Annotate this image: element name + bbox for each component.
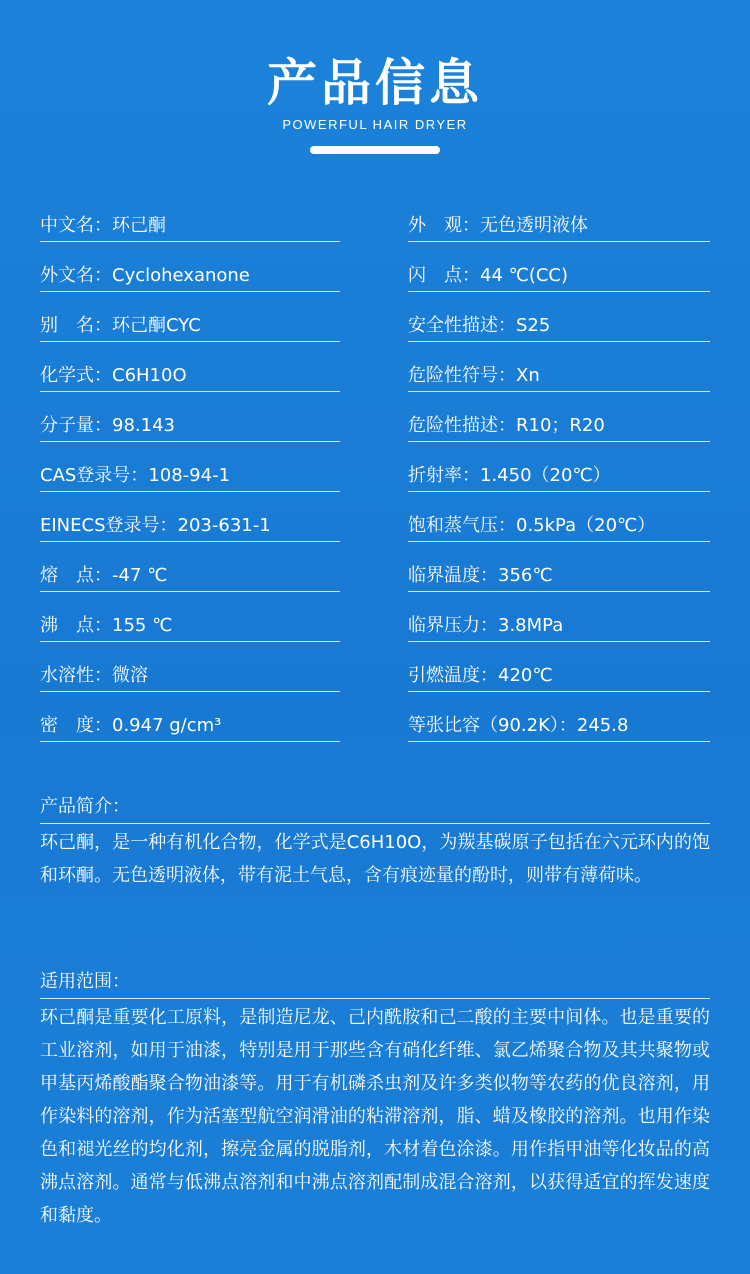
spec-label: 引燃温度： — [408, 665, 498, 686]
spec-cell — [408, 306, 710, 342]
spec-row — [40, 206, 710, 256]
product-intro-body: 环己酮，是一种有机化合物，化学式是C6H10O，为羰基碳原子包括在六元环内的饱和环酮。无色透明液体，带有泥土气息，含有痕迹量的酚时，则带有薄荷味。 — [40, 832, 710, 886]
spec-label: 熔 点： — [40, 565, 112, 586]
spec-value: 44 ℃(CC) — [480, 265, 569, 286]
spec-cell — [40, 406, 340, 442]
spec-value: Xn — [516, 365, 540, 386]
spec-row — [40, 406, 710, 456]
usage-title: 适用范围： — [40, 971, 710, 999]
spec-cell — [40, 356, 340, 392]
spec-value: 155 ℃ — [112, 615, 173, 636]
spec-value: S25 — [516, 315, 551, 336]
spec-value: 微溶 — [112, 665, 148, 686]
spec-cell — [408, 356, 710, 392]
spec-value: C6H10O — [112, 365, 187, 386]
spec-label: 饱和蒸气压： — [408, 515, 516, 536]
spec-value: 0.5kPa（20℃） — [516, 515, 656, 536]
page-title: 产品信息 — [267, 54, 483, 112]
spec-cell — [408, 556, 710, 592]
spec-value: 3.8MPa — [498, 615, 564, 636]
spec-row — [40, 306, 710, 356]
spec-row — [40, 656, 710, 706]
spec-label: 分子量： — [40, 415, 112, 436]
spec-cell — [408, 606, 710, 642]
spec-value: 420℃ — [498, 665, 553, 686]
spec-cell — [40, 456, 340, 492]
usage-body: 环己酮是重要化工原料，是制造尼龙、己内酰胺和己二酸的主要中间体。也是重要的工业溶剂，如用于油漆，特别是用于那些含有硝化纤维、氯乙烯聚合物及其共聚物或甲基丙烯酸酯聚合物油漆等。用于有机磷杀虫剂及许多类似物等农药的优良溶剂，用作染料的溶剂，作为活塞型航空润滑油的粘滞溶剂，脂、蜡及橡胶的溶剂。也用作染色和褪光丝的均化剂，擦亮金属的脱脂剂，木材着色涂漆。用作指甲油等化妆品的高沸点溶剂。通常与低沸点溶剂和中沸点溶剂配制成混合溶剂，以获得适宜的挥发速度和黏度。 — [40, 1007, 710, 1226]
spec-cell — [40, 606, 340, 642]
spec-label: 临界压力： — [408, 615, 498, 636]
spec-label: 闪 点： — [408, 265, 480, 286]
page-subtitle: POWERFUL HAIR DRYER — [282, 117, 468, 132]
spec-cell — [40, 706, 340, 742]
spec-row — [40, 356, 710, 406]
spec-row — [40, 256, 710, 306]
spec-cell — [40, 206, 340, 242]
product-intro-section — [40, 796, 710, 892]
spec-label: 化学式： — [40, 365, 112, 386]
spec-label: 外文名： — [40, 265, 112, 286]
spec-label: 折射率： — [408, 465, 480, 486]
spec-label: 危险性描述： — [408, 415, 516, 436]
spec-value: 0.947 g/cm³ — [112, 715, 222, 736]
spec-row — [40, 706, 710, 756]
spec-label: 危险性符号： — [408, 365, 516, 386]
spec-row — [40, 606, 710, 656]
spec-value: 108-94-1 — [148, 465, 231, 486]
spec-label: 密 度： — [40, 715, 112, 736]
spec-row — [40, 456, 710, 506]
spec-value: Cyclohexanone — [112, 265, 250, 286]
spec-value: R10；R20 — [516, 415, 605, 436]
spec-label: 中文名： — [40, 215, 112, 236]
spec-row — [40, 506, 710, 556]
spec-value: 环己酮CYC — [112, 315, 201, 336]
spec-value: 1.450（20℃） — [480, 465, 611, 486]
spec-cell — [40, 506, 340, 542]
spec-cell — [40, 556, 340, 592]
spec-value: 98.143 — [112, 415, 175, 436]
spec-value: 无色透明液体 — [480, 215, 588, 236]
spec-cell — [408, 206, 710, 242]
spec-cell — [40, 656, 340, 692]
page-header — [0, 50, 750, 154]
spec-cell — [408, 406, 710, 442]
spec-cell — [408, 656, 710, 692]
spec-cell — [40, 306, 340, 342]
spec-label: 别 名： — [40, 315, 112, 336]
spec-cell — [40, 256, 340, 292]
product-intro-title: 产品简介： — [40, 796, 710, 824]
spec-cell — [408, 706, 710, 742]
spec-row — [40, 556, 710, 606]
spec-label: 沸 点： — [40, 615, 112, 636]
spec-label: 安全性描述： — [408, 315, 516, 336]
usage-section — [40, 971, 710, 1232]
spec-value: -47 ℃ — [112, 565, 168, 586]
title-underline-bar — [310, 146, 440, 154]
spec-value: 203-631-1 — [177, 515, 271, 536]
spec-cell — [408, 506, 710, 542]
spec-value: 356℃ — [498, 565, 553, 586]
spec-value: 245.8 — [576, 715, 629, 736]
spec-label: 水溶性： — [40, 665, 112, 686]
spec-label: EINECS登录号： — [40, 515, 178, 536]
spec-cell — [408, 456, 710, 492]
spec-label: 外 观： — [408, 215, 480, 236]
spec-label: 临界温度： — [408, 565, 498, 586]
spec-table — [40, 206, 710, 756]
spec-value: 环己酮 — [112, 215, 166, 236]
spec-label: CAS登录号： — [40, 465, 149, 486]
spec-cell — [408, 256, 710, 292]
spec-label: 等张比容（90.2K）： — [408, 715, 577, 736]
